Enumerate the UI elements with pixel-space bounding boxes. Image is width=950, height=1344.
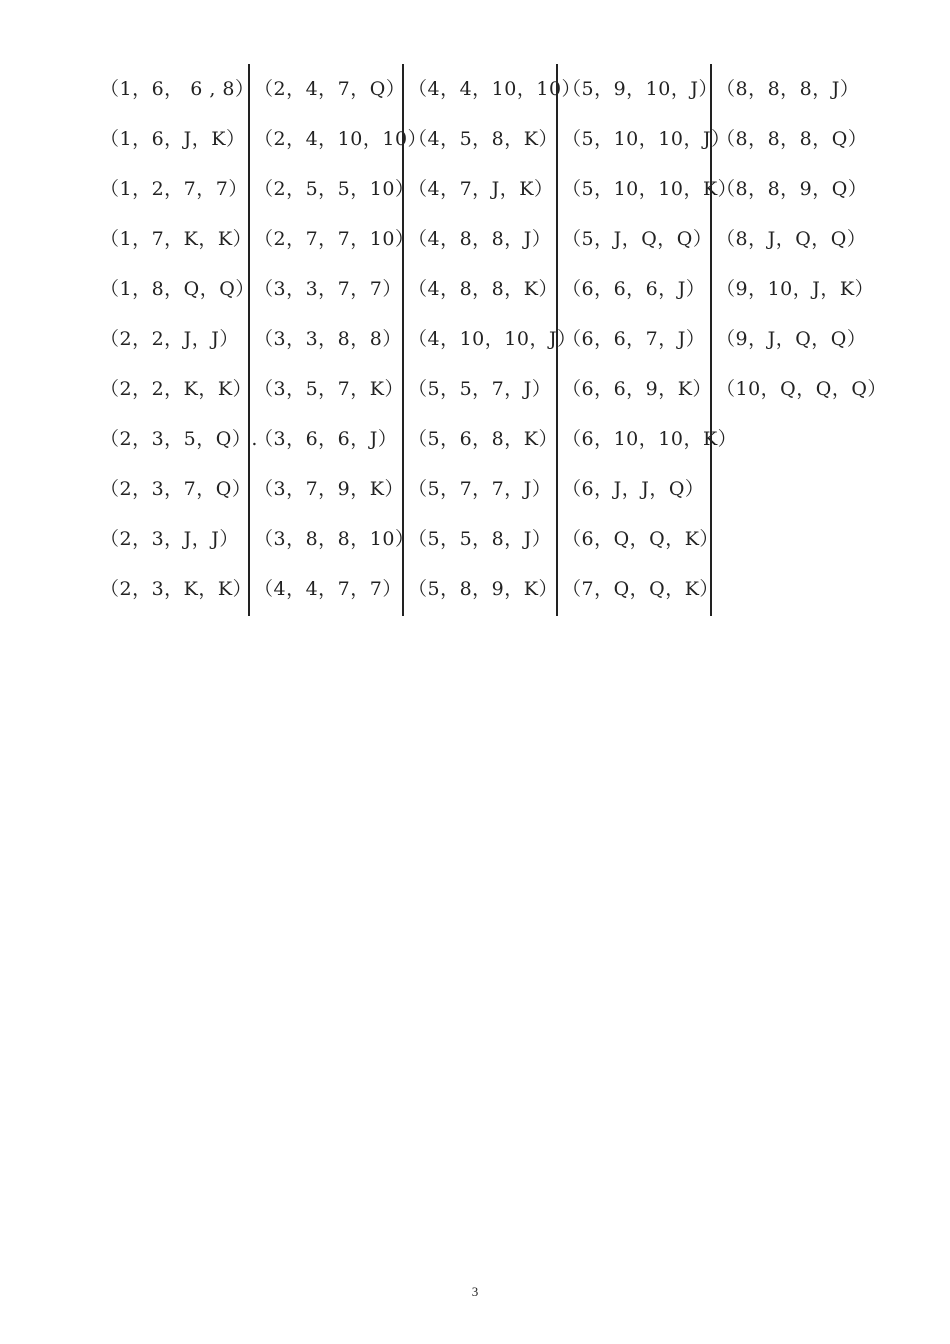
table-cell: （7，Q，Q，K） — [562, 578, 719, 600]
table-cell: （1，6， 6 , 8） — [100, 78, 255, 100]
table-cell: （5，6，8，K） — [408, 428, 558, 450]
table-cell: （10，Q，Q，Q） — [716, 378, 887, 400]
table-cell: （2，2，J，J） — [100, 328, 239, 350]
table-cell: （4，10，10，J） — [408, 328, 577, 350]
table-cell: （3，7，9，K） — [254, 478, 404, 500]
table-cell: （3，3，7，7） — [254, 278, 402, 300]
table-cell: （5，5，7，J） — [408, 378, 552, 400]
table-cell: （4，7，J，K） — [408, 178, 554, 200]
table-cell: （6，6，6，J） — [562, 278, 706, 300]
table-cell: （2，3，5，Q）. — [100, 428, 258, 450]
table-column-4 — [558, 64, 738, 616]
table-column-3 — [404, 64, 582, 616]
table-cell: （8，8，8，J） — [716, 78, 860, 100]
table-cell: （9，10，J，K） — [716, 278, 875, 300]
table-cell: （1，6，J，K） — [100, 128, 246, 150]
table-cell: （3，3，8，8） — [254, 328, 402, 350]
table-cell: （2，7，7，10） — [254, 228, 415, 250]
table-cell: （6，6，9，K） — [562, 378, 712, 400]
table-cell: （8，8，8，Q） — [716, 128, 868, 150]
table-cell: （9，J，Q，Q） — [716, 328, 867, 350]
table-cell: （2，4，10，10） — [254, 128, 428, 150]
table-cell: （2，2，K，K） — [100, 378, 253, 400]
table-cell: （5，8，9，K） — [408, 578, 558, 600]
table-cell: （5，5，8，J） — [408, 528, 552, 550]
table-cell: （1，7，K，K） — [100, 228, 253, 250]
table-cell: （1，2，7，7） — [100, 178, 248, 200]
table-column-5 — [712, 64, 887, 616]
table-cell: （2，3，7，Q） — [100, 478, 252, 500]
table-cell: （2，4，7，Q） — [254, 78, 406, 100]
table-cell: （2，3，K，K） — [100, 578, 253, 600]
table-cell: （3，8，8，10） — [254, 528, 415, 550]
table-cell: （8，J，Q，Q） — [716, 228, 867, 250]
table-cell: （6，6，7，J） — [562, 328, 706, 350]
table-cell: （4，5，8，K） — [408, 128, 558, 150]
table-cell: （5，7，7，J） — [408, 478, 552, 500]
table-cell: （5，9，10，J） — [562, 78, 718, 100]
page-number: 3 — [471, 1284, 479, 1299]
table-cell: （8，8，9，Q） — [716, 178, 868, 200]
table-cell: （3，6，6，J） — [254, 428, 398, 450]
table-cell: （5，J，Q，Q） — [562, 228, 713, 250]
table-column-2 — [250, 64, 428, 616]
table-cell: （1，8，Q，Q） — [100, 278, 255, 300]
table-cell: （5，10，10，K） — [562, 178, 738, 200]
table-cell: （4，8，8，K） — [408, 278, 558, 300]
table-cell: （4，4，7，7） — [254, 578, 402, 600]
table-cell: （6，J，J，Q） — [562, 478, 705, 500]
table-cell: （4，4，10，10） — [408, 78, 582, 100]
table-cell: （6，10，10，K） — [562, 428, 738, 450]
table-cell: （5，10，10，J） — [562, 128, 731, 150]
card-combination-table — [96, 64, 887, 616]
table-cell: （4，8，8，J） — [408, 228, 552, 250]
table-cell: （2，5，5，10） — [254, 178, 415, 200]
table-cell: （6，Q，Q，K） — [562, 528, 719, 550]
table-cell: （3，5，7，K） — [254, 378, 404, 400]
table-cell: （2，3，J，J） — [100, 528, 239, 550]
table-column-1 — [96, 64, 258, 616]
